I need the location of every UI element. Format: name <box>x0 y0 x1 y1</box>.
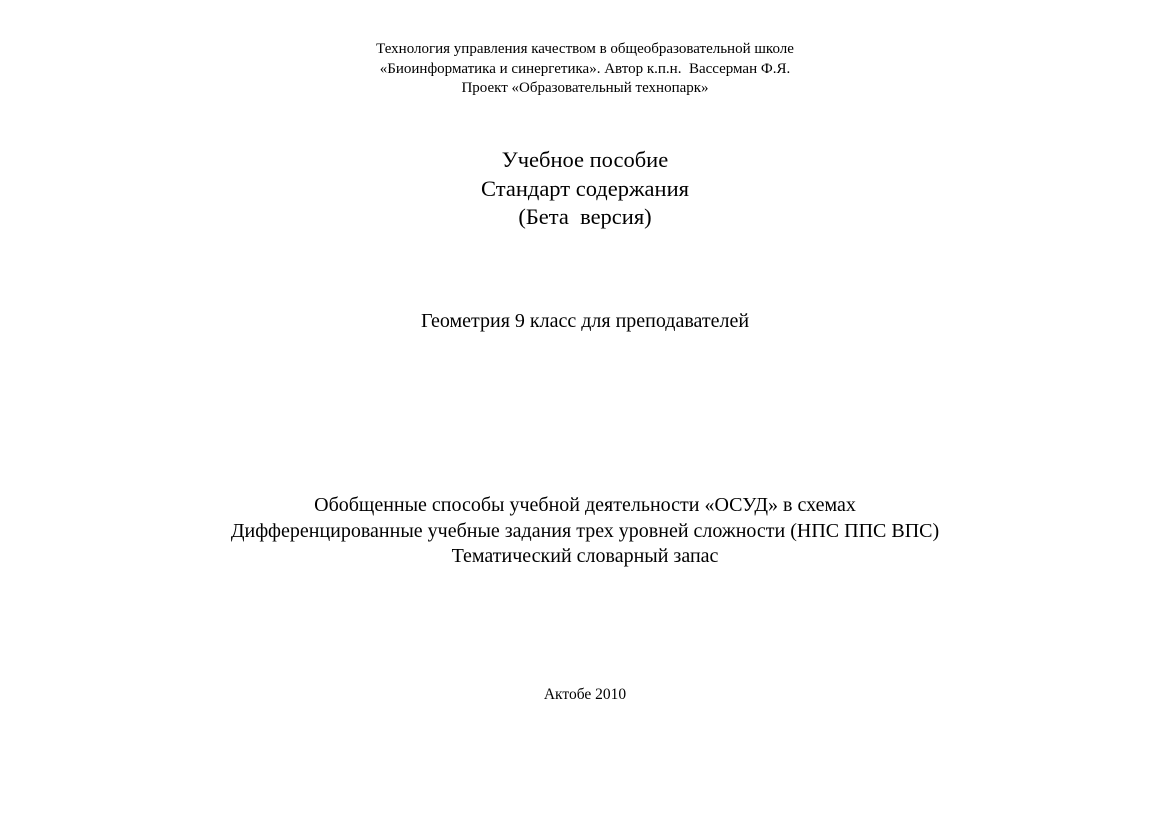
header-block <box>0 40 1170 99</box>
title-block <box>0 146 1170 232</box>
subject-title: Геометрия 9 класс для преподавателей <box>420 310 750 332</box>
contents-line-vocabulary: Тематический словарный запас <box>451 545 719 567</box>
contents-line-tasks: Дифференцированные учебные задания трех уровней сложности (НПС ППС ВПС) <box>230 519 940 542</box>
contents-block <box>0 493 1170 570</box>
header-line-project: Проект «Образовательный технопарк» <box>461 80 709 96</box>
subject-block <box>0 309 1170 333</box>
footer-block <box>0 685 1170 704</box>
header-line-program: Технология управления качеством в общеобразовательной школе <box>376 41 794 57</box>
footer-place-year: Актобе 2010 <box>543 686 627 703</box>
contents-line-schemes: Обобщенные способы учебной деятельности «ОСУД» в схемах <box>314 494 856 516</box>
title-line-version: (Бета версия) <box>518 204 652 229</box>
header-line-author: «Биоинформатика и синергетика». Автор к.п.н. Вассерман Ф.Я. <box>379 60 791 77</box>
title-line-manual: Учебное пособие <box>501 147 669 172</box>
title-line-standard: Стандарт содержания <box>481 175 689 201</box>
